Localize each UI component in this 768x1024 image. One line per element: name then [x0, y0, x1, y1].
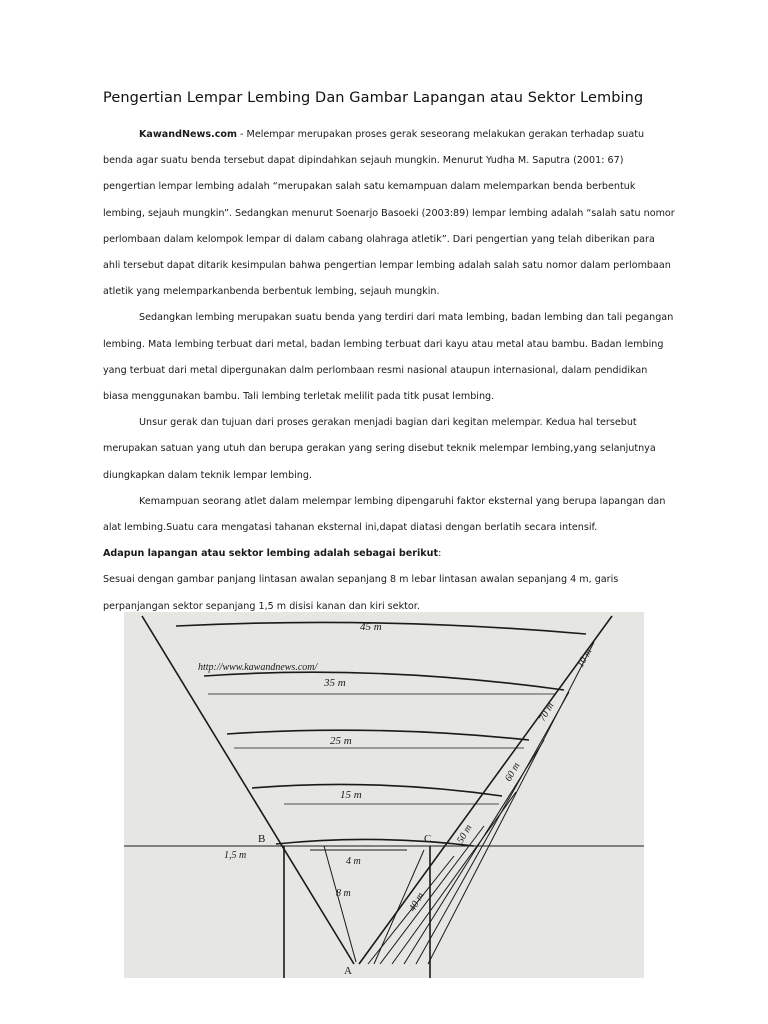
- label-4m: 4 m: [346, 856, 361, 867]
- paragraph-3: Unsur gerak dan tujuan dari proses gerakan menjadi bagian dari kegitan melempar. Kedua hal tersebut merupakan satuan yang utuh dan berupa gerakan yang sering disebut teknik melempar lembing,yang selanjutnya diungkapkan dalam teknik lempar lembing.: [103, 417, 656, 481]
- paragraph-1: [103, 122, 675, 305]
- label-60m: 60 m: [503, 760, 523, 784]
- arc-25m: [227, 730, 529, 740]
- section-heading-text: Adapun lapangan atau sektor lembing adalah sebagai berikut: [103, 548, 439, 560]
- section-heading: [103, 541, 675, 567]
- hatch-6: [428, 642, 594, 964]
- label-A: A: [344, 965, 352, 977]
- label-40m: 40 m: [407, 890, 427, 914]
- paragraph-1-text: - Melempar merupakan proses gerak seseorang melakukan gerakan terhadap suatu benda agar suatu benda tersebut dapat dipindahkan sejauh mungkin. Menurut Yudha M. Saputra (2001: 67) pengertian lempar lembing adalah “merupakan salah satu kemampuan dalam melemparkan benda berbentuk lembing, sejauh mungkin”. Sedangkan menurut Soenarjo Basoeki (2003:89) lempar lembing adalah “salah satu nomor perlombaan dalam kelompok lempar di dalam cabang olahraga atletik”. Dari pengertian yang telah diberikan para ahli tersebut dapat ditarik kesimpulan bahwa pengertian lempar lembing adalah salah satu nomor dalam perlombaan atletik yang melemparkanbenda berbentuk lembing, sejauh mungkin.: [103, 129, 675, 298]
- section-heading-colon: :: [438, 548, 442, 560]
- paragraph-2: Sedangkan lembing merupakan suatu benda yang terdiri dari mata lembing, badan lembing dan tali pegangan lembing. Mata lembing terbuat dari metal, badan lembing terbuat dari kayu atau metal atau bambu. Badan lembing yang terbuat dari metal dipergunakan dalm perlombaan resmi nasional ataupun internasional, dalam pendidikan biasa menggunakan bambu. Tali lembing terletak melilit pada titk pusat lembing.: [103, 312, 674, 403]
- arc-35m: [204, 672, 564, 690]
- paragraph-4: Kemampuan seorang atlet dalam melempar lembing dipengaruhi faktor eksternal yang berupa lapangan dan alat lembing.Suatu cara mengatasi tahanan eksternal ini,dapat diatasi dengan berlatih secara intensif.: [103, 495, 666, 534]
- paragraph-5: Sesuai dengan gambar panjang lintasan awalan sepanjang 8 m lebar lintasan awalan sepanjang 4 m, garis perpanjangan sektor sepanjang 1,5 m disisi kanan dan kiri sektor.: [103, 574, 619, 612]
- label-70m: 70 m: [537, 700, 557, 724]
- label-B: B: [258, 833, 266, 845]
- page-title: Pengertian Lempar Lembing Dan Gambar Lapangan atau Sektor Lembing: [103, 90, 644, 106]
- article-body: [103, 122, 675, 620]
- arc-15m: [252, 784, 502, 796]
- javelin-sector-figure: [124, 612, 644, 978]
- label-50m: 50 m: [455, 822, 475, 846]
- arc-throw: [276, 839, 474, 846]
- label-45m: 45 m: [360, 621, 382, 633]
- label-1-5m: 1,5 m: [224, 850, 247, 861]
- hatch-3: [392, 792, 516, 964]
- label-C: C: [424, 833, 432, 845]
- label-8m: 8 m: [336, 888, 351, 899]
- site-name: KawandNews.com: [139, 129, 237, 140]
- hatch-2: [380, 826, 484, 964]
- label-35m: 35 m: [324, 677, 346, 689]
- sector-diagram: [124, 612, 644, 978]
- watermark-url: http://www.kawandnews.com/: [198, 662, 318, 673]
- label-15m: 15 m: [340, 789, 362, 801]
- label-25m: 25 m: [330, 735, 352, 747]
- label-10m: 10 m: [575, 646, 595, 670]
